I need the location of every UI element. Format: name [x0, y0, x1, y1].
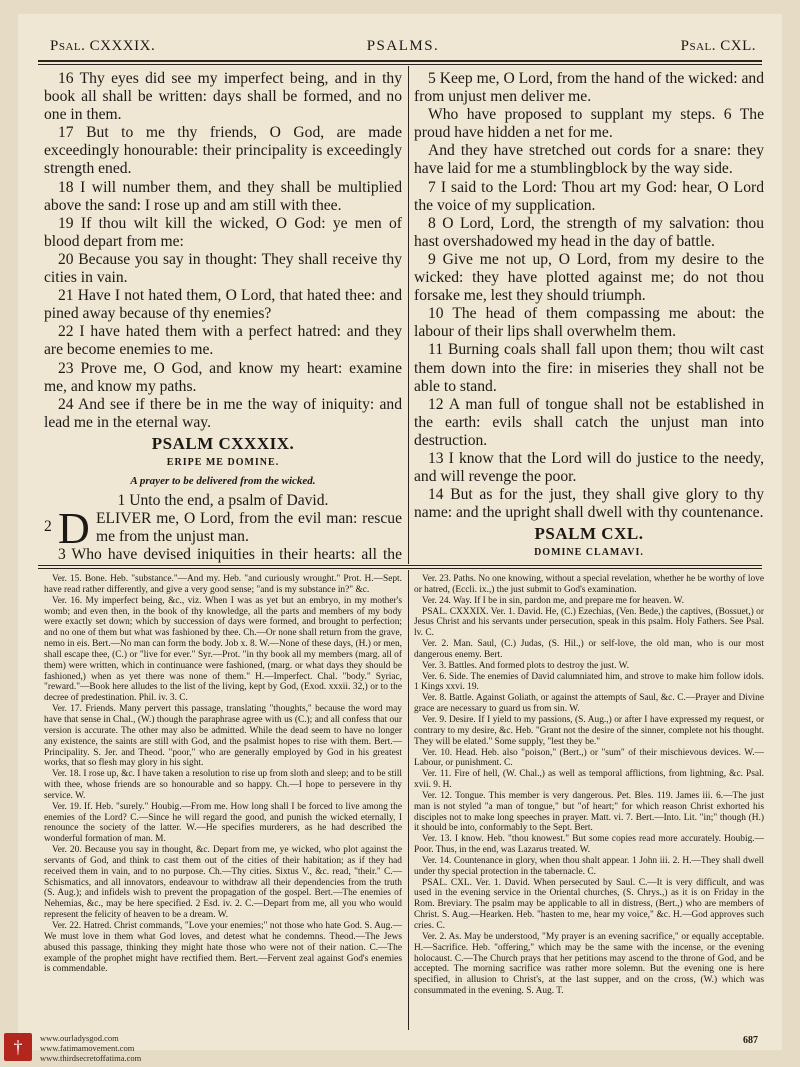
commentary-left: [44, 574, 402, 1032]
verse: 10 The head of them compassing me about: the labour of their lips shall overwhelm them.: [414, 305, 764, 341]
commentary-note: Ver. 10. Head. Heb. also "poison," (Bert.,) or "sum" of their mischievous devices. W.—Labour, or punishment. C.: [414, 747, 764, 769]
commentary-note: Ver. 16. My imperfect being, &c., viz. When I was as yet but an embryo, in my mother's womb; and even then, in the book of thy knowledge, all the parts and members of my body were exactly set down; which by succession of days were formed, and brought to perfection; and no one of them but what was fashioned by thee. Ch.—Or none shall return from the grave, nemo in eis. Bert.—No man can form the body. Job x. 8. W.—None of these days, (H.) or men, shall escape thee, (C.) or "live for ever." Syr.—Prot. "in thy book all my members (marg. all of them) were written, which in continuance were fashioned, (marg. or what days they should be fashioned,) when as yet there was none of them." H.—Imperfect. Chal. "body." Syriac, "reward."—Book here alludes to the list of the living, kept by God, (Exod. xxxii. 32,) or to the decree of predestination. Phil. iv. 3. C.: [44, 595, 402, 704]
verse: 1 Unto the end, a psalm of David.: [117, 492, 329, 510]
verse: 7 I said to the Lord: Thou art my God: hear, O Lord the voice of my supplication.: [414, 178, 764, 214]
commentary-note: Ver. 2. Man. Saul, (C.) Judas, (S. Hil.,) or self-love, the old man, who is our most dangerous enemy. Bert.: [414, 639, 764, 660]
running-header: [50, 38, 756, 60]
commentary-note: Ver. 13. I know. Heb. "thou knowest." But some copies read more accurately. Houbig.—Poor. Thus, in the end, was Lazarus treated. W.: [414, 834, 764, 856]
commentary-note: Ver. 2. As. May be understood, "My prayer is an evening sacrifice," or equally acceptable. H.—Sacrifice. Heb. "offering," which may be the same with the incense, or the evening holocaust. C.—The Church prays that her petitions may ascend to the throne of God, and be accepted. The morning sacrifice was rather more solemn. But the evening one is here specified, in allusion to Christ's, at the last supper, and on the cross, (W.) which was consummated in the evening. S. Aug. T.: [414, 931, 764, 997]
verse: 5 Keep me, O Lord, from the hand of the wicked: and from unjust men deliver me.: [414, 70, 764, 106]
header-rule-thin: [38, 64, 762, 65]
commentary-note: Ver. 15. Bone. Heb. "substance."—And my. Heb. "and curiously wrought." Prot. H.—Sept. have read rather differently, and give a very good sense; "and is my substance in?" &c.: [44, 574, 402, 595]
verse: Who have proposed to supplant my steps. 6 The proud have hidden a net for me.: [414, 106, 764, 142]
header-left: Psal. CXXXIX.: [50, 38, 156, 54]
verse: 20 Because you say in thought: They shall receive thy cities in vain.: [44, 250, 402, 287]
watermark-urls: [40, 1033, 141, 1063]
verse: 22 I have hated them with a perfect hatred: and they are become enemies to me.: [44, 323, 402, 359]
watermark-url[interactable]: www.ourladysgod.com: [40, 1033, 119, 1043]
header-right: Psal. CXL.: [680, 38, 756, 54]
verse: 18 I will number them, and they shall be multiplied above the sand: I rose up and am still with thee.: [44, 178, 402, 214]
commentary-note: Ver. 3. Battles. And formed plots to destroy the just. W.: [422, 660, 630, 671]
psalm-title: PSALM CXL.: [534, 524, 644, 544]
commentary-note: Ver. 20. Because you say in thought, &c. Depart from me, ye wicked, who plot against the servants of God, and think to cast them out of the cities of their habitation; as if they had received them in vain, and to no purpose. Ch.—Thy cities. Sixtus V., &c. read, "their." C.—Schismatics, and all innovators, endeavour to withdraw all their dependencies from the truth (S. Aug.); and infidels wish to prevent the propagation of the gospel. Bert.—The enemies of Nehemias, &c., may be here specified. 2 Esd. iv. 2. C.—Depart from me, all you who would represent the felicity of heaven to be a dream. W.: [44, 845, 402, 921]
commentary-note: Ver. 23. Paths. No one knowing, without a special revelation, whether he be worthy of love or hatred, (Eccli. ix.,) the just submit to God's examination.: [414, 574, 764, 595]
commentary-note: Ver. 11. Fire of hell, (W. Chal.,) as well as temporal afflictions, from lightning, &c. Psal. xvii. 9. H.: [414, 769, 764, 791]
watermark-logo: †: [4, 1033, 32, 1061]
psalm-latin-incipit: ERIPE ME DOMINE.: [166, 456, 280, 468]
commentary-note: PSAL. CXL. Ver. 1. David. When persecuted by Saul. C.—It is very difficult, and was used in the evening service in the Oriental churches, (S. Chrys.,) as it is on Friday in the Rom. Breviary. The psalm may be applicable to all in distress, (Bert.,) who are members of Christ. S. Aug.—Hearken. Heb. "hasten to me, hear my voice," &c. H.—God approves such cries. C.: [414, 877, 764, 931]
verse: 13 I know that the Lord will do justice to the needy, and will revenge the poor.: [414, 449, 764, 486]
verse: 12 A man full of tongue shall not be established in the earth: evils shall catch the unjust man into destruction.: [414, 395, 764, 449]
notes-rule: [38, 565, 762, 566]
verse: And they have stretched out cords for a snare: they have laid for me a stumblingblock by the way side.: [414, 142, 764, 178]
header-rule: [38, 60, 762, 62]
notes-divider: [408, 570, 409, 1030]
verse: 21 Have I not hated them, O Lord, that hated thee: and pined away because of thy enemies?: [44, 287, 402, 323]
verse: 14 But as for the just, they shall give glory to thy name: and the upright shall dwell with thy countenance.: [414, 486, 764, 522]
verse: 17 But to me thy friends, O God, are made exceedingly honourable: their principality is exceedingly strength ened.: [44, 124, 402, 178]
verse: 24 And see if there be in me the way of iniquity: and lead me in the eternal way.: [44, 395, 402, 431]
commentary-note: Ver. 9. Desire. If I yield to my passions, (S. Aug.,) or after I have expressed my request, or contrary to my desire, &c. Heb. "Grant not the desire of the sinner, complete not his thought. They will be elated." Some supply, "lest they be.": [414, 714, 764, 747]
verse-text: ELIVER me, O Lord, from the evil man: rescue me from the unjust man.: [96, 510, 402, 546]
verse-dropcap: [44, 504, 402, 554]
verse: 16 Thy eyes did see my imperfect being, and in thy book all shall be written: days shall be formed, and no one in them.: [44, 70, 402, 124]
verse: 19 If thou wilt kill the wicked, O God: ye men of blood depart from me:: [44, 214, 402, 250]
psalm-title: PSALM CXXXIX.: [151, 433, 295, 453]
right-text-column: [414, 70, 764, 564]
commentary-note: Ver. 19. If. Heb. "surely." Houbig.—From me. How long shall I be forced to live among the enemies of the Lord? C.—Since he will regard the good, and punish the wicked eternally, I renounce the society of the latter. W.—He specifies murderers, as he had described the wonderful formation of man. M.: [44, 801, 402, 845]
notes-rule-2: [38, 568, 762, 569]
verse: 9 Give me not up, O Lord, from my desire to the wicked: they have plotted against me; do not thou forsake me, lest they should triumph.: [414, 250, 764, 305]
drop-cap: D: [58, 504, 90, 554]
column-divider: [408, 66, 409, 564]
verse-number: 2: [44, 518, 52, 536]
page-number: 687: [743, 1035, 758, 1046]
commentary-note: Ver. 8. Battle. Against Goliath, or against the attempts of Saul, &c. C.—Prayer and Divine grace are necessary to guard us from sin. W.: [414, 693, 764, 715]
psalm-subtitle: [414, 563, 764, 564]
verse: 8 O Lord, Lord, the strength of my salvation: thou hast overshadowed my head in the day of battle.: [414, 214, 764, 250]
commentary-note: Ver. 6. Side. The enemies of David calumniated him, and strove to make him follow idols. 1 Kings xxvi. 19.: [414, 671, 764, 693]
commentary-note: Ver. 17. Friends. Many pervert this passage, translating "thoughts," because the word may have that sense in Chal., (W.) though the paraphrase agree with us (C.); and all confess that our version is accurate. The other may also be admitted. While the dead seem to have no longer any existence, the saints are still with God, and the psalmist hopes to rise with them. Bert.—Principality. S. Jer. and Theod. "poor," who are generally employed by God in his greatest works, that so flesh may glory in his sight.: [44, 704, 402, 769]
header-center: PSALMS.: [366, 38, 440, 54]
commentary-note: Ver. 14. Countenance in glory, when thou shalt appear. 1 John iii. 2. H.—They shall dwell under thy special protection in the tabernacle. C.: [414, 855, 764, 877]
left-text-column: [44, 70, 402, 564]
psalm-subtitle: A prayer to be delivered from the wicked.: [130, 475, 316, 488]
watermark-url[interactable]: www.fatimamovement.com: [40, 1043, 135, 1053]
verse: 23 Prove me, O God, and know my heart: examine me, and know my paths.: [44, 359, 402, 395]
commentary-note: Ver. 24. Way. If I be in sin, pardon me, and prepare me for heaven. W.: [422, 595, 684, 606]
commentary-note: Ver. 18. I rose up, &c. I have taken a resolution to rise up from sloth and sleep; and to be still with thee, whose friends are so honourable and so happy. Ch.—I hope to persevere in thy service. W.: [44, 769, 402, 801]
verse: 11 Burning coals shall fall upon them; thou wilt cast them down into the fire: in miseries they shall not be able to stand.: [414, 341, 764, 395]
commentary-right: [414, 574, 764, 1032]
commentary-note: Ver. 12. Tongue. This member is very dangerous. Pet. Bles. 119. James iii. 6.—The just man is not styled "a man of tongue," but "of heart;" for which reason Christ exhorted his disciples not to make long speeches in prayer. Matt. vi. 7. Bert.—Into. Lit. "in;" though (H.) it should be into, conformably to the Sept. Bert.: [414, 790, 764, 834]
book-page: [18, 14, 782, 1050]
psalm-latin-incipit: DOMINE CLAMAVI.: [534, 547, 644, 559]
commentary-note: Ver. 22. Hatred. Christ commands, "Love your enemies;" not those who hate God. S. Aug.—We must love in them what God loves, and detest what he condemns. Theod.—The Jews abused this passage, thinking they might hate those who were not of their nation. C.—The example of the prophet might have rectified them. Bert.—Fervent zeal against God's enemies is commendable.: [44, 921, 402, 975]
commentary-note: PSAL. CXXXIX. Ver. 1. David. He, (C.) Ezechias, (Ven. Bede,) the captives, (Bossuet,) or Jesus Christ and his servants under persecution, speak in this psalm. Holy Fathers. See Psal. lv. C.: [414, 606, 764, 639]
verse: 3 Who have devised iniquities in their hearts: all the: [58, 546, 402, 564]
watermark-url[interactable]: www.thirdsecretoffatima.com: [40, 1053, 142, 1063]
